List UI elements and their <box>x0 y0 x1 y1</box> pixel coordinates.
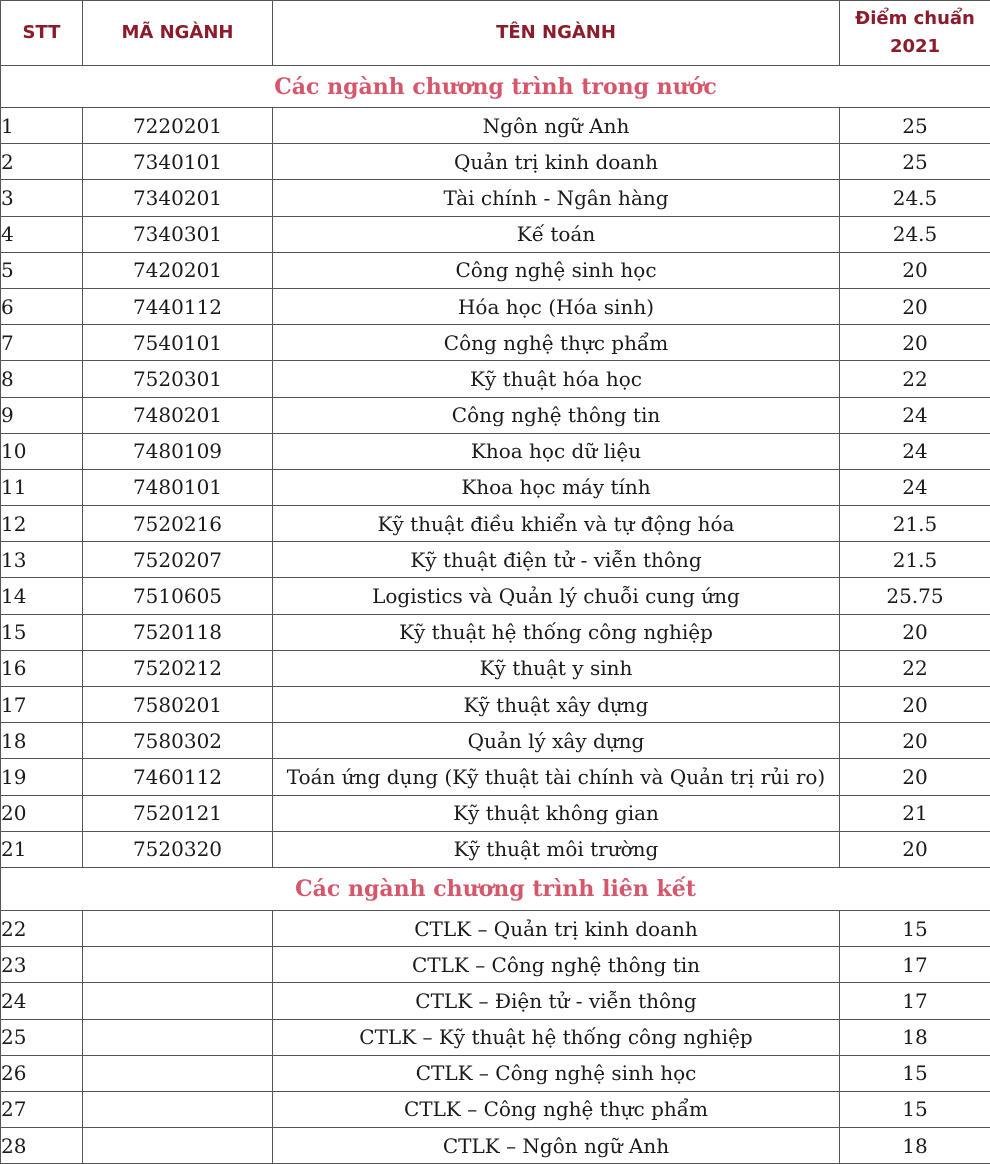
row-stt: 3 <box>1 180 83 216</box>
row-score: 22 <box>840 650 990 686</box>
row-code: 7580302 <box>83 723 273 759</box>
row-score: 24 <box>840 469 990 505</box>
row-code: 7480101 <box>83 469 273 505</box>
row-name: Kế toán <box>273 216 840 252</box>
row-name: CTLK – Công nghệ thông tin <box>273 947 840 983</box>
table-row <box>1 910 990 946</box>
row-stt: 7 <box>1 325 83 361</box>
row-score: 15 <box>840 910 990 946</box>
row-name: CTLK – Điện tử - viễn thông <box>273 983 840 1019</box>
row-name: Quản lý xây dựng <box>273 723 840 759</box>
row-stt: 23 <box>1 947 83 983</box>
table-row <box>1 759 990 795</box>
row-code <box>83 1128 273 1164</box>
table-row <box>1 469 990 505</box>
row-stt: 1 <box>1 108 83 144</box>
row-stt: 21 <box>1 831 83 867</box>
row-name: Kỹ thuật điều khiển và tự động hóa <box>273 506 840 542</box>
row-stt: 28 <box>1 1128 83 1164</box>
row-code: 7580201 <box>83 687 273 723</box>
header-stt: STT <box>1 1 83 66</box>
row-name: Kỹ thuật môi trường <box>273 831 840 867</box>
row-score: 20 <box>840 325 990 361</box>
row-code <box>83 1091 273 1127</box>
row-score: 20 <box>840 288 990 324</box>
row-name: Khoa học dữ liệu <box>273 433 840 469</box>
row-code: 7520301 <box>83 361 273 397</box>
table-row <box>1 361 990 397</box>
table-row <box>1 1019 990 1055</box>
row-score: 24 <box>840 397 990 433</box>
section-header-row <box>1 66 990 108</box>
table-row <box>1 397 990 433</box>
table-row <box>1 687 990 723</box>
header-name: TÊN NGÀNH <box>273 1 840 66</box>
table-row <box>1 542 990 578</box>
row-stt: 5 <box>1 252 83 288</box>
table-row <box>1 614 990 650</box>
table-row <box>1 252 990 288</box>
row-code: 7440112 <box>83 288 273 324</box>
row-name: Công nghệ sinh học <box>273 252 840 288</box>
table-header <box>1 1 990 66</box>
row-code: 7460112 <box>83 759 273 795</box>
row-name: Hóa học (Hóa sinh) <box>273 288 840 324</box>
row-code: 7520118 <box>83 614 273 650</box>
row-code: 7480201 <box>83 397 273 433</box>
table-row <box>1 180 990 216</box>
table-row <box>1 1055 990 1091</box>
row-stt: 25 <box>1 1019 83 1055</box>
row-name: CTLK – Công nghệ sinh học <box>273 1055 840 1091</box>
row-score: 22 <box>840 361 990 397</box>
row-stt: 26 <box>1 1055 83 1091</box>
row-name: CTLK – Ngôn ngữ Anh <box>273 1128 840 1164</box>
row-code: 7340201 <box>83 180 273 216</box>
table-row <box>1 1091 990 1127</box>
row-name: Kỹ thuật điện tử - viễn thông <box>273 542 840 578</box>
table-row <box>1 983 990 1019</box>
row-stt: 4 <box>1 216 83 252</box>
row-name: Kỹ thuật hóa học <box>273 361 840 397</box>
row-stt: 8 <box>1 361 83 397</box>
row-score: 18 <box>840 1128 990 1164</box>
row-code <box>83 983 273 1019</box>
row-score: 20 <box>840 687 990 723</box>
row-code <box>83 947 273 983</box>
row-name: CTLK – Quản trị kinh doanh <box>273 910 840 946</box>
row-stt: 22 <box>1 910 83 946</box>
row-code: 7520207 <box>83 542 273 578</box>
table-row <box>1 325 990 361</box>
row-score: 21.5 <box>840 542 990 578</box>
row-name: Logistics và Quản lý chuỗi cung ứng <box>273 578 840 614</box>
row-stt: 14 <box>1 578 83 614</box>
row-code: 7340101 <box>83 144 273 180</box>
row-stt: 10 <box>1 433 83 469</box>
row-stt: 27 <box>1 1091 83 1127</box>
table-row <box>1 578 990 614</box>
header-score-line2: 2021 <box>890 36 940 57</box>
section-title: Các ngành chương trình trong nước <box>1 66 990 108</box>
header-score-line1: Điểm chuẩn <box>855 8 975 29</box>
row-stt: 20 <box>1 795 83 831</box>
section-header-row <box>1 867 990 910</box>
table-row <box>1 216 990 252</box>
table-row <box>1 831 990 867</box>
table-row <box>1 108 990 144</box>
row-code <box>83 910 273 946</box>
table-body <box>1 66 990 1164</box>
row-stt: 12 <box>1 506 83 542</box>
row-code: 7520216 <box>83 506 273 542</box>
row-stt: 2 <box>1 144 83 180</box>
row-stt: 19 <box>1 759 83 795</box>
row-name: Toán ứng dụng (Kỹ thuật tài chính và Quản trị rủi ro) <box>273 759 840 795</box>
row-stt: 11 <box>1 469 83 505</box>
row-name: Kỹ thuật không gian <box>273 795 840 831</box>
row-name: Công nghệ thông tin <box>273 397 840 433</box>
row-score: 20 <box>840 831 990 867</box>
row-score: 20 <box>840 723 990 759</box>
row-score: 17 <box>840 947 990 983</box>
row-score: 20 <box>840 614 990 650</box>
row-score: 15 <box>840 1055 990 1091</box>
section-title: Các ngành chương trình liên kết <box>1 867 990 910</box>
row-score: 18 <box>840 1019 990 1055</box>
row-stt: 18 <box>1 723 83 759</box>
row-score: 15 <box>840 1091 990 1127</box>
row-stt: 24 <box>1 983 83 1019</box>
row-score: 21 <box>840 795 990 831</box>
row-stt: 15 <box>1 614 83 650</box>
row-name: Công nghệ thực phẩm <box>273 325 840 361</box>
row-code: 7480109 <box>83 433 273 469</box>
row-code: 7520320 <box>83 831 273 867</box>
row-code: 7520121 <box>83 795 273 831</box>
table-row <box>1 1128 990 1164</box>
row-stt: 9 <box>1 397 83 433</box>
row-score: 24.5 <box>840 180 990 216</box>
row-score: 24 <box>840 433 990 469</box>
table-row <box>1 288 990 324</box>
row-code: 7420201 <box>83 252 273 288</box>
row-score: 17 <box>840 983 990 1019</box>
header-code: MÃ NGÀNH <box>83 1 273 66</box>
row-name: Tài chính - Ngân hàng <box>273 180 840 216</box>
row-score: 24.5 <box>840 216 990 252</box>
row-name: Quản trị kinh doanh <box>273 144 840 180</box>
row-code: 7220201 <box>83 108 273 144</box>
table-row <box>1 433 990 469</box>
table-row <box>1 795 990 831</box>
row-code <box>83 1055 273 1091</box>
table-row <box>1 506 990 542</box>
row-score: 20 <box>840 252 990 288</box>
row-code <box>83 1019 273 1055</box>
table-row <box>1 723 990 759</box>
row-name: Kỹ thuật hệ thống công nghiệp <box>273 614 840 650</box>
row-stt: 17 <box>1 687 83 723</box>
row-name: CTLK – Kỹ thuật hệ thống công nghiệp <box>273 1019 840 1055</box>
row-name: Kỹ thuật y sinh <box>273 650 840 686</box>
row-name: Ngôn ngữ Anh <box>273 108 840 144</box>
table-row <box>1 650 990 686</box>
table-row <box>1 144 990 180</box>
row-name: Khoa học máy tính <box>273 469 840 505</box>
row-name: Kỹ thuật xây dựng <box>273 687 840 723</box>
header-score <box>840 1 990 66</box>
row-name: CTLK – Công nghệ thực phẩm <box>273 1091 840 1127</box>
row-stt: 16 <box>1 650 83 686</box>
row-score: 25 <box>840 108 990 144</box>
row-score: 25.75 <box>840 578 990 614</box>
row-code: 7520212 <box>83 650 273 686</box>
row-score: 25 <box>840 144 990 180</box>
row-code: 7540101 <box>83 325 273 361</box>
row-code: 7510605 <box>83 578 273 614</box>
row-stt: 6 <box>1 288 83 324</box>
row-score: 20 <box>840 759 990 795</box>
table-row <box>1 947 990 983</box>
row-score: 21.5 <box>840 506 990 542</box>
row-stt: 13 <box>1 542 83 578</box>
row-code: 7340301 <box>83 216 273 252</box>
